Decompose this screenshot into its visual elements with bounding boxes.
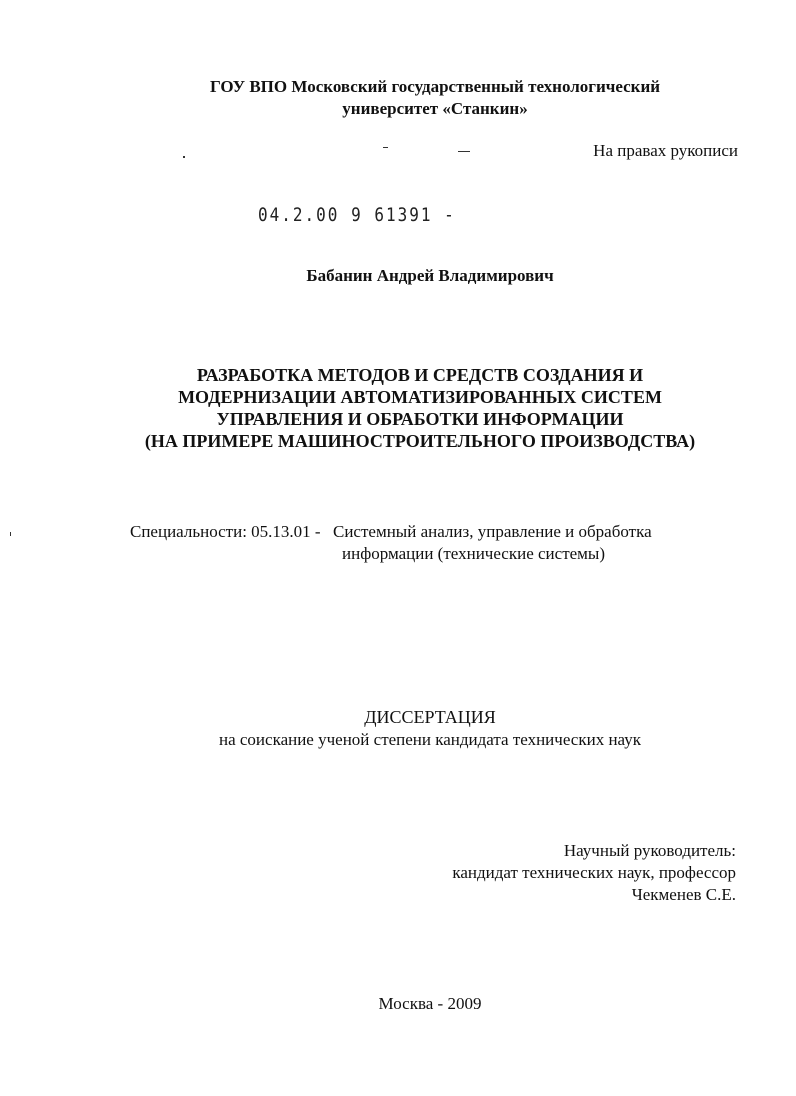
title-line-4: (НА ПРИМЕРЕ МАШИНОСТРОИТЕЛЬНОГО ПРОИЗВОДСТВА) [144, 431, 696, 451]
dissertation-subheading: на соискание ученой степени кандидата технических наук [218, 730, 641, 749]
specialty-line-1: Системный анализ, управление и обработка [333, 522, 652, 541]
institution-line-1: ГОУ ВПО Московский государственный технологический [209, 77, 661, 96]
registration-stamp-number: 04.2.00 9 61391 - [258, 203, 456, 226]
title-line-1: РАЗРАБОТКА МЕТОДОВ И СРЕДСТВ СОЗДАНИЯ И [196, 365, 644, 385]
scan-speck [10, 532, 11, 536]
specialty-line-2: информации (технические системы) [342, 544, 606, 563]
scan-speck [383, 147, 388, 148]
scan-speck [458, 151, 470, 152]
supervisor-name: Чекменев С.Е. [631, 885, 736, 904]
dissertation-title [90, 364, 750, 452]
supervisor-block [380, 840, 736, 906]
city-year: Москва - 2009 [378, 994, 482, 1013]
specialty-label: Специальности: 05.13.01 - [130, 522, 321, 541]
dissertation-heading: ДИССЕРТАЦИЯ [364, 707, 496, 727]
scan-speck [183, 156, 185, 158]
title-line-2: МОДЕРНИЗАЦИИ АВТОМАТИЗИРОВАННЫХ СИСТЕМ [178, 387, 662, 407]
institution-line-2: университет «Станкин» [342, 99, 528, 118]
manuscript-note: На правах рукописи [593, 141, 738, 160]
institution-name [120, 76, 750, 120]
supervisor-degree: кандидат технических наук, профессор [452, 863, 736, 882]
title-line-3: УПРАВЛЕНИЯ И ОБРАБОТКИ ИНФОРМАЦИИ [216, 409, 624, 429]
specialty-description [333, 521, 733, 565]
supervisor-label: Научный руководитель: [563, 841, 736, 860]
author-name: Бабанин Андрей Владимирович [306, 266, 554, 285]
